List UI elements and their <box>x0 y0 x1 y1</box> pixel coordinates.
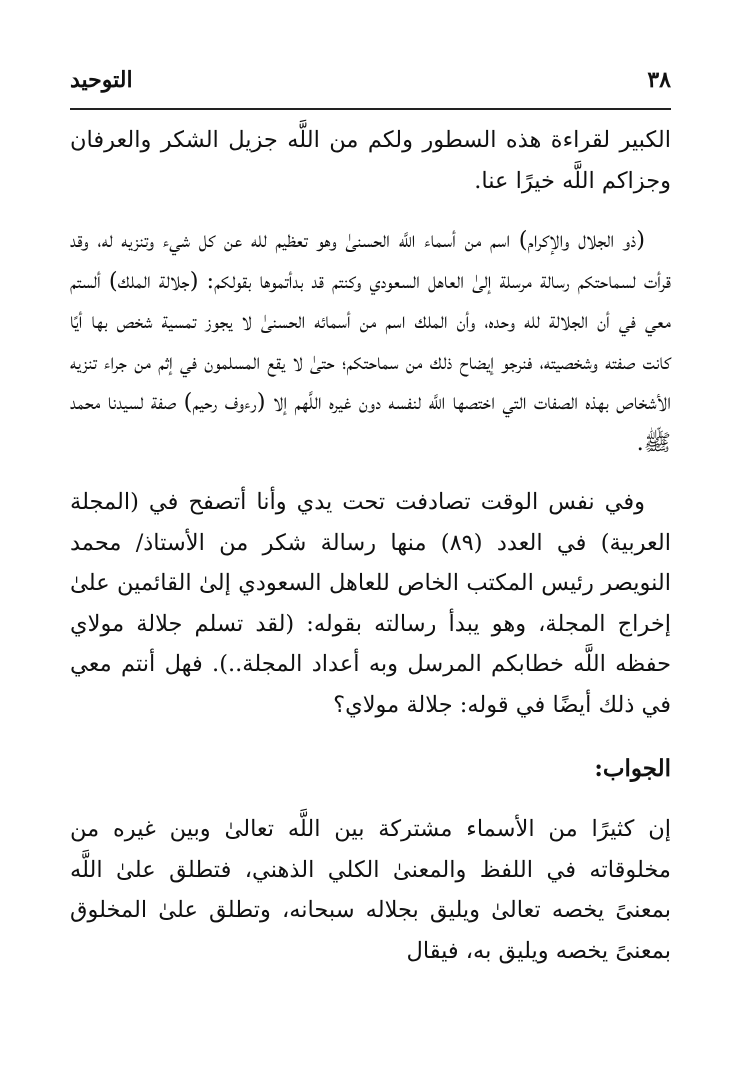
header-divider <box>70 108 671 110</box>
running-header <box>70 60 671 100</box>
running-title: التوحيد <box>70 67 133 93</box>
paragraph-opening: الكبير لقراءة هذه السطور ولكم من اللَّه جزيل الشكر والعرفان وجزاكم اللَّه خيرًا عنا. <box>70 127 671 194</box>
paragraph-question-names: (ذو الجلال والإكرام) اسم من أسماء اللَّه الحسنىٰ وهو تعظيم لله عن كل شيء وتنزيه له، وقد قرأت لسماحتكم رسالة مرسلة إلىٰ العاهل السعودي وكنتم قد بدأتموها بقولكم: (جلالة الملك) ألستم معي في أن الجلالة لله وحده، وأن الملك اسم من أسمائه الحسنىٰ لا يجوز تمسية شخص بها أيًا كانت صفته وشخصيته، فنرجو إيضاح ذلك من سماحتكم؛ حتىٰ لا يقع المسلمون في إثم من جراء تنزيه الأشخاص بهذه الصفات التي اختصها اللَّه لنفسه دون غيره اللَّهم إلا (رءوف رحيم) صفة لسيدنا محمد ﷺ. <box>70 227 671 456</box>
answer-heading: الجواب: <box>594 755 671 782</box>
page-number: ٣٨ <box>647 67 671 93</box>
page-body <box>70 120 671 971</box>
answer-paragraph: إن كثيرًا من الأسماء مشتركة بين اللَّه تعالىٰ وبين غيره من مخلوقاته في اللفظ والمعنىٰ الكلي الذهني، فتطلق علىٰ اللَّه بمعنىً يخصه تعالىٰ ويليق بجلاله سبحانه، وتطلق علىٰ المخلوق بمعنىً يخصه ويليق به، فيقال <box>70 816 671 964</box>
paragraph-question-magazine: وفي نفس الوقت تصادفت تحت يدي وأنا أتصفح في (المجلة العربية) في العدد (٨٩) منها رسالة شكر من الأستاذ/ محمد النويصر رئيس المكتب الخاص للعاهل السعودي إلىٰ القائمين علىٰ إخراج المجلة، وهو يبدأ رسالته بقوله: (لقد تسلم جلالة مولاي حفظه اللَّه خطابكم المرسل وبه أعداد المجلة..). فهل أنتم معي في ذلك أيضًا في قوله: جلالة مولاي؟ <box>70 489 671 718</box>
